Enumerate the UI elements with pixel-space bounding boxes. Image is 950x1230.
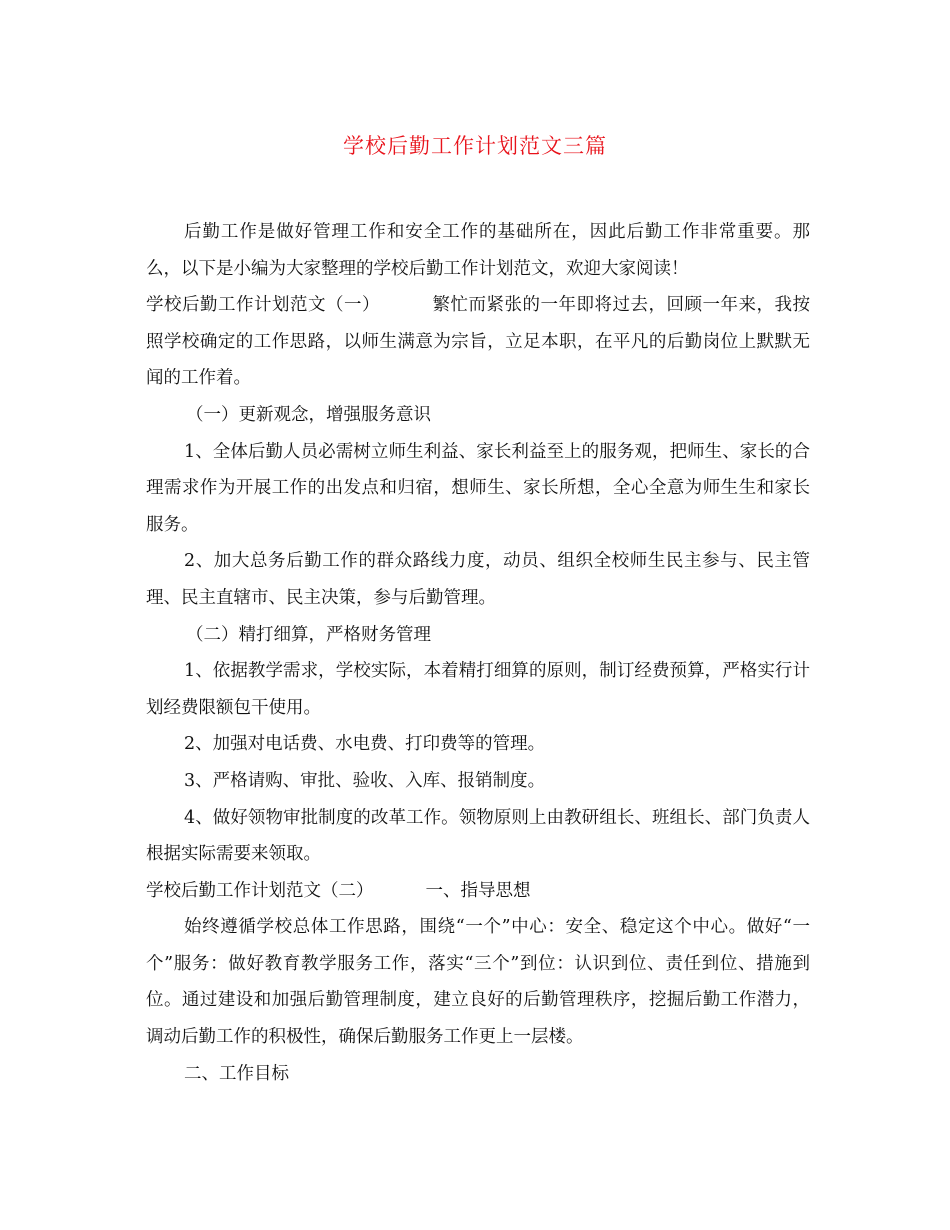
list-item: 1、依据教学需求，学校实际，本着精打细算的原则，制订经费预算，严格实行计划经费限额包干使用。 xyxy=(146,661,810,718)
section-two-text: 一、指导思想 xyxy=(425,880,531,901)
section-heading-one: 学校后勤工作计划范文（一） xyxy=(146,295,380,316)
list-item: 2、加大总务后勤工作的群众路线力度，动员、组织全校师生民主参与、民主管理、民主直辖市、民主决策，参与后勤管理。 xyxy=(146,551,810,608)
list-item: 4、做好领物审批制度的改革工作。领物原则上由教研组长、班组长、部门负责人根据实际需要来领取。 xyxy=(146,807,810,865)
subheading-finance: （二）精打细算，严格财务管理 xyxy=(186,624,431,645)
list-item: 3、严格请购、审批、验收、入库、报销制度。 xyxy=(184,770,546,791)
section-one-text: 繁忙而紧张的一年即将过去，回顾一年来，我按照学校确定的工作思路，以师生满意为宗旨，立足本职，在平凡的后勤岗位上默默无闻的工作着。 xyxy=(146,295,810,389)
document-title: 学校后勤工作计划范文三篇 xyxy=(343,134,607,158)
list-item: 1、全体后勤人员必需树立师生利益、家长利益至上的服务观，把师生、家长的合理需求作为开展工作的出发点和归宿，想师生、家长所想，全心全意为师生生和家长服务。 xyxy=(146,441,810,535)
section-two-paragraph xyxy=(146,873,810,910)
intro-paragraph: 后勤工作是做好管理工作和安全工作的基础所在，因此后勤工作非常重要。那么，以下是小编为大家整理的学校后勤工作计划范文，欢迎大家阅读！ xyxy=(146,222,810,279)
subheading-work-goals: 二、工作目标 xyxy=(184,1063,289,1084)
document-body xyxy=(146,214,810,1092)
subheading-update-concept: （一）更新观念，增强服务意识 xyxy=(186,404,431,425)
section-heading-two: 学校后勤工作计划范文（二） xyxy=(146,880,374,901)
list-item: 2、加强对电话费、水电费、打印费等的管理。 xyxy=(184,734,546,755)
section-one-paragraph xyxy=(146,287,810,397)
guiding-thought-paragraph: 始终遵循学校总体工作思路，围绕“一个”中心：安全、稳定这个中心。做好“一个”服务：做好教育教学服务工作，落实“三个”到位：认识到位、责任到位、措施到位。通过建设和加强后勤管理制度，建立良好的后勤管理秩序，挖掘后勤工作潜力，调动后勤工作的积极性，确保后勤服务工作更上一层楼。 xyxy=(146,917,810,1048)
